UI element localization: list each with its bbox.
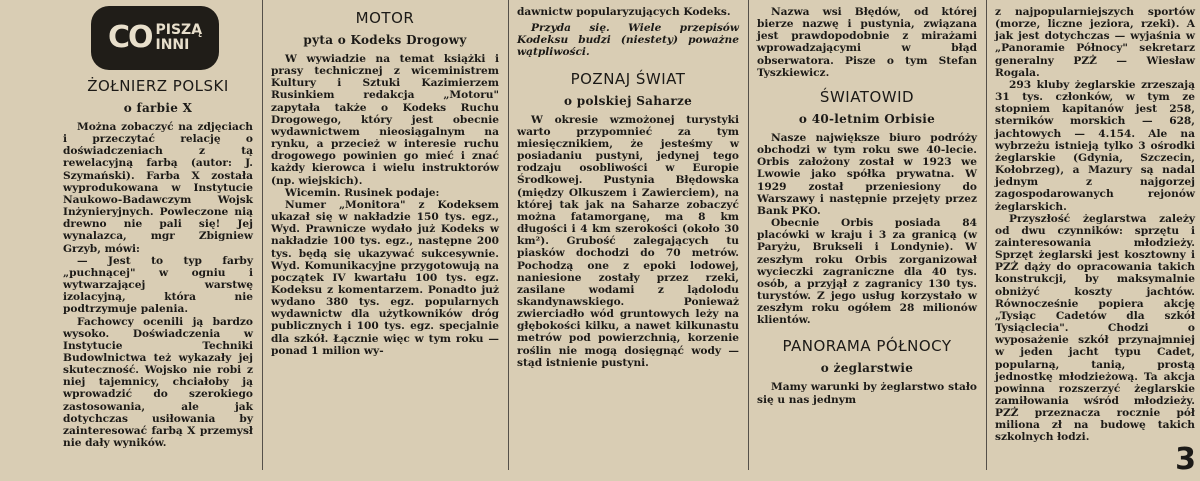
column-motor <box>266 6 504 478</box>
co-pisza-inni-logo <box>91 6 219 70</box>
paragraph: W wywiadzie na temat książki i prasy technicznej z wiceministrem Kultury i Sztuki Kazimierzem Rusinkiem redakcja „Motoru" zapytała także o Kodeks Ruchu Drogowego, który jest obecnie wydawnictwem nieosiągalnym na rynku, a przecież w interesie ruchu drogowego powinien go mieć i znać każdy kierowca i wielu instruktorów (np. wiejskich). <box>271 53 499 187</box>
subhead-farba-x: o farbie X <box>123 101 193 115</box>
logo-line2: INNI <box>155 37 190 53</box>
headline-poznaj-swiat: POZNAJ ŚWIAT <box>570 69 686 88</box>
paragraph: Mamy warunki by żeglarstwo stało się u nas jednym <box>757 381 977 406</box>
column-divider <box>262 0 263 470</box>
column-panorama-continued <box>990 6 1200 478</box>
column-poznaj-swiat <box>512 6 744 478</box>
paragraph: z najpopularniejszych sportów (morze, liczne jeziora, rzeki). A jak jest dotychczas — wyjaśnia w „Panoramie Północy" sekretarz generalny PZŻ — Wiesław Rogala. <box>995 6 1195 79</box>
column-logo <box>91 6 253 70</box>
column-swiatowid <box>752 6 982 478</box>
column-divider <box>508 0 509 470</box>
paragraph: Fachowcy ocenili ją bardzo wysoko. Doświadczenia w Instytucie Techniki Budowlnictwa też wykazały jej skuteczność. Wojsko nie robi z niej tajemnicy, chciałoby ją wprowadzić do szerokiego zastosowania, ale jak dotychczas usiłowania by zainteresować farbą X przemysł nie dały wyników. <box>63 315 253 450</box>
subhead-kodeks: pyta o Kodeks Drogowy <box>303 33 467 47</box>
paragraph: Można zobaczyć na zdjęciach i przeczytać relację o doświadczeniach z tą rewelacyjną farbą (autor: J. Szymański). Farba X została wyprodukowana w Instytucie Naukowo-Badawczym Wojsk Inżynieryjnych. Powleczone nią drewno nie pali się! Jej wynalazca, mgr Zbigniew Grzyb, mówi: <box>63 121 253 255</box>
paragraph: Przyszłość żeglarstwa zależy od dwu czynników: sprzętu i zainteresowania młodzieży. Sprzęt żeglarski jest kosztowny i PZŻ dąży do opracowania takich konstrukcji, by maksymalnie obniżyć koszty jachtów. Równocześnie popiera akcję „Tysiąc Cadetów dla szkół Tysiąclecia". Chodzi o wyposażenie szkół przynajmniej w jeden jacht typu Cadet, popularną, tanią, prostą jednostkę młodzieżową. Ta akcja powinna rozszerzyć żeglarskie zamiłowania wśród młodzieży. PZŻ przeznacza rocznie pół miliona zł na budowę takich szkolnych łodzi. <box>995 212 1195 444</box>
editorial-comment: Przyda się. Wiele przepisów Kodeksu budzi (niestety) poważne wątpliwości. <box>517 22 739 59</box>
column-zolnierz-polski <box>58 6 258 478</box>
headline-motor: MOTOR <box>355 9 415 27</box>
paragraph: Obecnie Orbis posiada 84 placówki w kraju i 3 za granicą (w Paryżu, Brukseli i Londynie). W zeszłym roku Orbis zorganizował wycieczki zagraniczne dla 40 tys. osób, a przyjął z zagranicy 130 tys. turystów. Z jego usług korzystało w zeszłym roku ogółem 28 milionów klientów. <box>757 217 977 327</box>
page-number: 3 <box>1175 442 1196 477</box>
paragraph: Nazwa wsi Błędów, od której bierze nazwę i pustynia, związana jest prawdopodobnie z mirażami wprowadzającymi w błąd obserwatora. Pisze o tym Stefan Tyszkiewicz. <box>757 6 977 79</box>
paragraph: dawnictw popularyzujących Kodeks. <box>517 6 731 18</box>
subhead-sahara: o polskiej Saharze <box>563 93 693 108</box>
paragraph: Numer „Monitora" z Kodeksem ukazał się w nakładzie 150 tys. egz., Wyd. Prawnicze wydało już Kodeks w nakładzie 100 tys. egz., następne 200 tys. będą się ukazywać sukcesywnie. Wyd. Komunikacyjne przygotowują na początek IV kwartału 100 tys. egz. Kodeksu z komentarzem. Ponadto już wydano 380 tys. egz. popularnych wydawnictw dla użytkowników dróg publicznych i 100 tys. egz. specjalnie dla szkół. Łącznie więc w tym roku — ponad 1 milion wy- <box>271 198 499 357</box>
paragraph: 293 kluby żeglarskie zrzeszają 31 tys. członków, w tym ze stopniem kapitanów jest 258, sterników morskich — 628, jachtowych — 4.154. Ale na wybrzeżu istnieją tylko 3 ośrodki żeglarskie (Gdynia, Szczecin, Kołobrzeg), a Mazury są nadal jednym z najgorzej zagospodarowanych rejonów żeglarskich. <box>995 78 1195 213</box>
subhead-orbis: o 40-letnim Orbisie <box>798 111 936 126</box>
paragraph: W okresie wzmożonej turystyki warto przypomnieć za tym miesięcznikiem, że jesteśmy w posiadaniu pustyni, jedynej tego rodzaju osobliwości w Europie Środkowej. Pustynia Błędowska (między Olkuszem i Zawierciem), na której tak jak na Saharze zobaczyć można fatamorganę, ma 8 km długości i 4 km szerokości (około 30 km²). Grubość zalegających tu piasków dochodzi do 70 metrów. Pochodzą one z epoki lodowej, naniesione zostały przez rzeki, zasilane wodami z lądolodu skandynawskiego. Ponieważ zwierciadło wód gruntowych leży na głębokości kilku, a nawet kilkunastu metrów pod powierzchnią, korzenie roślin nie mogą dosięgnąć wody — stąd istnienie pustyni. <box>517 113 739 369</box>
headline-panorama-polnocy: PANORAMA PÓŁNOCY <box>782 337 952 356</box>
column-divider <box>748 0 749 470</box>
logo-co: CO <box>107 19 152 55</box>
logo-stack <box>155 23 202 53</box>
headline-zolnierz-polski: ŻOŁNIERZ POLSKI <box>87 77 229 95</box>
paragraph: — Jest to typ farby „puchnącej" w ogniu i wytwarzającej warstwę izolacyjną, która nie podtrzymuje palenia. <box>63 254 253 316</box>
headline-swiatowid: ŚWIATOWID <box>819 87 915 106</box>
paragraph: Wicemin. Rusinek podaje: <box>285 186 440 199</box>
logo-line1: PISZĄ <box>155 22 203 38</box>
column-divider <box>986 0 987 470</box>
subhead-zeglarstwo: o żeglarstwie <box>820 361 914 376</box>
paragraph: Nasze największe biuro podróży obchodzi w tym roku swe 40-lecie. Orbis założony został w 1923 we Lwowie jako spółka prywatna. W 1929 został przeniesiony do Warszawy i następnie przejęty przez Bank PKO. <box>757 131 977 217</box>
